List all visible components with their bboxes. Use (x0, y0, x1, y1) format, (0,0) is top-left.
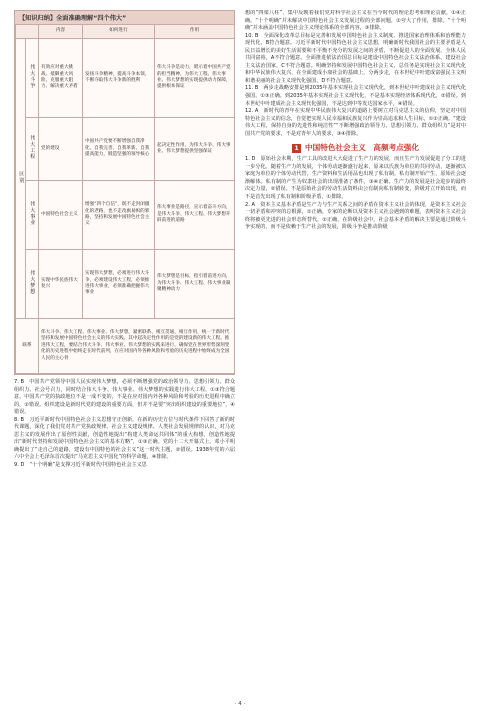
table-row (16, 319, 235, 374)
table-header-cell (16, 25, 39, 39)
link-label-cell: 联系 (16, 319, 39, 374)
right-column (245, 10, 466, 470)
left-column (14, 10, 235, 470)
row-label-cell (26, 118, 39, 181)
link-text-cell: 伟大斗争、伟大工程、伟大事业、伟大梦想，紧密联系、相互贯通、相互作用，统一于新时代坚持和发展中国特色社会主义的伟大实践。其中起决定性作用的是党的建设新的伟大工程。推进伟大工程，要结合伟大斗争、伟大事业、伟大梦想的实践来进行，确保党在世界形势深刻变化的历史进程中始终走在时代前列，在应对国内外各种风险和考验的历史进程中始终成为全国人民的主心骨 (39, 319, 235, 374)
table-header-row (16, 25, 235, 39)
answer-paragraph: 想的“四梁八柱”，集中反映着我们党对科学社会主义在当今时代的理论思考和理论贡献，①④正确。“十个明确”并未解决中国特色社会主义发展过程的全部问题，②夸大了作用，排除。“十个明确”并未涵盖中国特色社会主义理论体系的全部内容，③排除。 (245, 10, 466, 32)
row-label-cell (26, 39, 39, 118)
content-cell: 实现中华民族伟大复兴 (39, 250, 83, 319)
answer-paragraph: 11. B 两步走战略安排是到2035年基本实现社会主义现代化，到本世纪中叶建成社会主义现代化强国，①③正确。到2035年基本实现社会主义现代化，不是基本实现经济体系现代化，②错误。到本世纪中叶建成社会主义现代化强国，不是达到中等发达国家水平，④错误。 (245, 85, 466, 107)
section-heading (245, 142, 466, 153)
table-row (16, 118, 235, 181)
how-cell: 发扬斗争精神，提高斗争本领，不断夺取伟大斗争新的胜利 (83, 39, 155, 118)
row-label: 伟大事业 (29, 200, 36, 226)
section-title: 中国特色社会主义 高频考点强化 (305, 143, 419, 153)
answer-paragraph: 7. B 中国共产党领导中国人民实现伟大梦想，必须不断增强党的政治领导力、思想引领力、群众组织力、社会号召力，同时结合伟大斗争、伟大事业、伟大梦想的实践进行伟大工程，①③符合题意。中国共产党的执政地位不是一成不变的，不是在应对国内外各种风险和考验的历史进程中确立的，②错误。组织建设是新时代党的建设的重要方面，但并不是要“突出组织建设的重要地位”，④错误。 (14, 379, 235, 416)
content-cell: 有效应对重大挑战、抵御重大风险、克服重大阻力、解决重大矛盾 (39, 39, 83, 118)
row-label-cell (26, 181, 39, 250)
answer-paragraph: 8. B 习近平新时代中国特色社会主义思想守正创新，在新的历史方位与时代条件下回答了新的时代课题，深化了我们党对共产党执政规律、社会主义建设规律、人类社会发展规律的认识，对马克思主义的发展作出了原创性贡献，创造性地提出“构建人类命运共同体”的重大构想，创造性地提出“新时代坚持和发展中国特色社会主义的基本方略”，①③正确。党的十二大开幕式上，邓小平明确提出了“走自己的道路，建设有中国特色的社会主义”这一时代主题，②错误。1938年党的六届六中全会上毛泽东首次提出“马克思主义中国化”的科学命题，④排除。 (14, 416, 235, 461)
table-header-cell: 作用 (155, 25, 235, 39)
row-label: 伟大梦想 (29, 269, 36, 295)
content-cell: 党的建设 (39, 118, 83, 181)
merged-label-cell (16, 39, 26, 319)
how-cell: 实现伟大梦想，必须进行伟大斗争，必须建设伟大工程，必须推进伟大事业，必须准确把握伟大事业 (83, 250, 155, 319)
knowledge-box-title: 【知识归纳】全面准确理解“四个伟大” (15, 11, 234, 24)
two-column-layout (14, 10, 466, 470)
row-label: 伟大斗争 (29, 63, 36, 89)
table-row (16, 39, 235, 118)
row-label-cell (26, 250, 39, 319)
how-cell: 中国共产党要不断增强自我净化、自我完善、自我革新、自我提高能力，锻造坚强的领导核心 (83, 118, 155, 181)
section-number-badge: 1 (292, 144, 301, 153)
content-cell: 中国特色社会主义 (39, 181, 83, 250)
how-cell: 增强“四个自信”，既不走封闭僵化的老路，也不走改旗易帜的邪路，坚持和发展中国特色社会主义 (83, 181, 155, 250)
table-header-cell: 内容 (39, 25, 83, 39)
answer-paragraph: 12. A 新时代的青年在实现中华民族伟大复兴的道路上要树立对马克思主义的信仰，坚定对中国特色社会主义的信念，自觉把实现人民幸福和民族复兴作为崇高追求和人生目标，①②正确。“建设伟大工程，保持自身的先进性和纯洁性”“不断增强政治领导力、思想引领力、群众组织力”是对中国共产党的要求，不是对青年人的要求，③④排除。 (245, 108, 466, 137)
knowledge-box (14, 10, 235, 375)
row-label: 伟大工程 (29, 134, 36, 160)
table-row (16, 250, 235, 319)
knowledge-table (15, 24, 235, 374)
role-cell: 起决定性作用，为伟大斗争、伟大事业、伟大梦想提供坚强保证 (155, 118, 235, 181)
answer-paragraph: 2. A 资本主义基本矛盾是生产力与生产关系之间的矛盾在资本主义社会的体现，是资本主义社会一切矛盾和冲突的总根源，①正确。专家的论断以及资本主义社会遇到的难题，表明资本主义社会终将被更先进的社会形态所替代，②正确。在阶级社会中，社会基本矛盾的解决主要是通过阶级斗争实现的，而不是依赖于生产社会的发展，阶级斗争是推动阶级 (245, 201, 466, 231)
answer-paragraph: 1. D 原始社会末期，生产工具的改进大大促进了生产力的发展，而且生产力发展促进了分工的进一步分化。随着生产力的发展，个体劳动逐渐盛行起来，原来以氏族为单位的共同劳动，逐渐被以家庭为单位的个体劳动代替，生产资料和生活用品也出现了私有制，私有制开始产生，原始社会逐渐解体。私有制的产生为奴隶社会的出现准备了条件，③④正确。生产力的发展是社会进步的最终决定力量，②错误。不是原始社会的劳动生活资料由公有制向私有制转变，阶级对立开始出现，而不是首先出现了私有制和阶级矛盾，①排除。 (245, 156, 466, 201)
answer-paragraph: 10. B 全面深化改革总目标是完善和发展中国特色社会主义制度、推进国家治理体系和治理能力现代化，B符合题意。习近平新时代中国特色社会主义思想，明确新时代我国社会的主要矛盾是人民日益增长的美好生活需要和不平衡不充分的发展之间的矛盾，不断促进人的全面发展、全体人民共同富裕，A不符合题意。全面推进依法治国总目标是建设中国特色社会主义法治体系、建设社会主义法治国家，C不符合题意。明确坚持和发展中国特色社会主义，总任务是实现社会主义现代化和中华民族伟大复兴，在全面建成小康社会的基础上，分两步走，在本世纪中叶建成富强民主文明和谐美丽的社会主义现代化强国，D不符合题意。 (245, 32, 466, 84)
table-header-cell: 如何进行 (83, 25, 155, 39)
merged-label: 区别 (18, 170, 25, 183)
answer-paragraph: 9. D “十个明确”是支撑习近平新时代中国特色社会主义思 (14, 462, 147, 469)
page-number: · 4 · (234, 701, 246, 707)
role-cell: 伟大事业是路径，宣示着奋斗方向，是伟大斗争、伟大工程、伟大梦想开辟前进的道路 (155, 181, 235, 250)
role-cell: 伟大斗争是动力，昭示着中国共产党的担当精神，为伟大工程、伟大事业、伟大梦想的实现提供动力保障，提供根本保证 (155, 39, 235, 118)
role-cell: 伟大梦想是目标，指引着前进方向，为伟大斗争、伟大工程、伟大事业凝聚精神动力 (155, 250, 235, 319)
table-row (16, 181, 235, 250)
